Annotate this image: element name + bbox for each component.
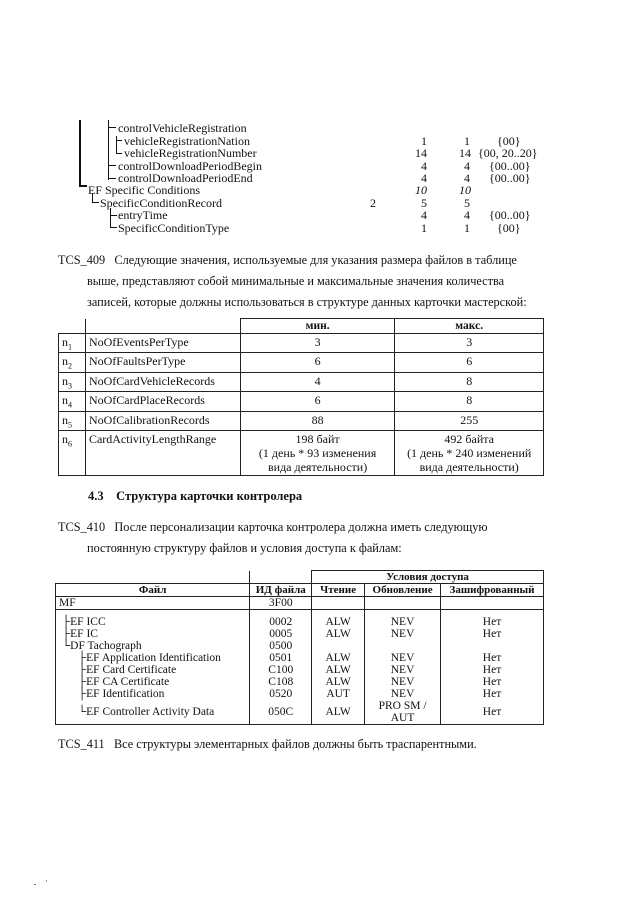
section-title: Структура карточки контролера <box>116 489 303 503</box>
update-cond: NEV <box>365 664 441 676</box>
encrypted-cond: Нет <box>441 676 544 688</box>
read-cond: ALW <box>312 610 365 629</box>
tcs409-line2: выше, представляют собой минимальные и максимальные значения количества <box>87 274 505 288</box>
read-cond <box>312 640 365 652</box>
tree-line <box>108 120 109 180</box>
encrypted-cond <box>441 640 544 652</box>
row-index: $n_2$ <box>59 353 86 372</box>
tree-col3: 10 <box>459 183 471 197</box>
tree-col2: 14 <box>415 146 427 160</box>
read-cond: AUT <box>312 688 365 700</box>
encrypted-cond: Нет <box>441 652 544 664</box>
table-row <box>56 700 544 725</box>
table-row <box>56 610 544 629</box>
tree-col2: 4 <box>421 208 427 222</box>
read-cond: ALW <box>312 652 365 664</box>
tree-label: vehicleRegistrationNation <box>124 134 250 148</box>
encrypted-cond: Нет <box>441 664 544 676</box>
tree-label: controlDownloadPeriodBegin <box>118 159 262 173</box>
tree-col2: 4 <box>421 159 427 173</box>
file-name: └EF Controller Activity Data <box>56 700 250 725</box>
scan-speck <box>46 880 47 882</box>
section-heading <box>88 489 302 504</box>
tree-line <box>110 227 117 228</box>
row-max: 8 <box>395 392 544 411</box>
row-min: 4 <box>240 372 395 391</box>
table-group-header-row <box>56 571 544 584</box>
file-id: 0520 <box>250 688 312 700</box>
tcs409-id: TCS_409 <box>58 253 106 267</box>
table-header-row <box>59 319 544 334</box>
row-name: NoOfEventsPerType <box>85 334 240 353</box>
row-min: 6 <box>240 353 395 372</box>
header-encrypted: Зашифрованный <box>441 584 544 597</box>
tcs409-paragraph <box>58 250 527 313</box>
file-id: 050C <box>250 700 312 725</box>
tree-col4: {00..00} <box>489 171 531 185</box>
tree-label: controlVehicleRegistration <box>118 121 247 135</box>
tree-label: SpecificConditionType <box>118 221 230 235</box>
encrypted-cond: Нет <box>441 688 544 700</box>
file-name: └DF Tachograph <box>56 640 250 652</box>
table-row <box>56 652 544 664</box>
row-max: 492 байта (1 день * 240 изменений вида деятельности) <box>395 430 544 475</box>
update-cond: PRO SM / AUT <box>365 700 441 725</box>
tree-col3: 14 <box>459 146 471 160</box>
table-row <box>59 372 544 391</box>
row-name: NoOfCalibrationRecords <box>85 411 240 430</box>
tree-line <box>116 136 117 154</box>
tree-line <box>110 215 117 216</box>
row-index: $n_3$ <box>59 372 86 391</box>
file-name: ├EF Card Certificate <box>56 664 250 676</box>
row-name: NoOfFaultsPerType <box>85 353 240 372</box>
table-row <box>56 688 544 700</box>
read-cond: ALW <box>312 676 365 688</box>
file-id: 0501 <box>250 652 312 664</box>
tcs410-id: TCS_410 <box>58 520 106 534</box>
tree-col3: 4 <box>464 208 470 222</box>
tree-line <box>110 208 111 228</box>
tcs411-id: TCS_411 <box>58 737 105 751</box>
header-file: Файл <box>56 584 250 597</box>
tree-col1: 2 <box>370 196 376 210</box>
table-row <box>56 676 544 688</box>
tree-col4: {00} <box>497 134 521 148</box>
header-update: Обновление <box>365 584 441 597</box>
scan-speck <box>34 884 36 885</box>
file-id: C100 <box>250 664 312 676</box>
update-cond: NEV <box>365 628 441 640</box>
header-max: макс. <box>395 319 544 334</box>
tree-label: EF Specific Conditions <box>88 183 200 197</box>
update-cond: NEV <box>365 610 441 629</box>
tcs411-paragraph <box>58 734 477 755</box>
tcs409-line3: записей, которые должны использоваться в структуре данных карточки мастерской: <box>87 295 527 309</box>
tree-line <box>79 185 87 187</box>
file-name: ├EF ICC <box>56 610 250 629</box>
row-index: $n_6$ <box>59 430 86 475</box>
tree-line <box>108 127 116 128</box>
encrypted-cond <box>441 597 544 610</box>
row-index: $n_1$ <box>59 334 86 353</box>
tree-col4: {00..00} <box>489 208 531 222</box>
tree-line <box>108 165 116 166</box>
header-read: Чтение <box>312 584 365 597</box>
update-cond <box>365 640 441 652</box>
read-cond: ALW <box>312 628 365 640</box>
update-cond <box>365 597 441 610</box>
read-cond: ALW <box>312 664 365 676</box>
tree-col2: 1 <box>421 134 427 148</box>
tree-label: entryTime <box>118 208 168 222</box>
tree-col3: 4 <box>464 159 470 173</box>
encrypted-cond: Нет <box>441 610 544 629</box>
file-name: ├EF Identification <box>56 688 250 700</box>
row-max: 6 <box>395 353 544 372</box>
encrypted-cond: Нет <box>441 628 544 640</box>
tcs410-line2: постоянную структуру файлов и условия доступа к файлам: <box>87 541 402 555</box>
row-min: 6 <box>240 392 395 411</box>
tree-line <box>79 120 81 186</box>
file-id: 0002 <box>250 610 312 629</box>
tree-col3: 5 <box>464 196 470 210</box>
tree-col2: 10 <box>415 183 427 197</box>
file-name: ├EF CA Certificate <box>56 676 250 688</box>
file-name: MF <box>56 597 250 610</box>
file-id: C108 <box>250 676 312 688</box>
tcs410-paragraph <box>58 517 488 559</box>
access-conditions-header: Условия доступа <box>312 571 544 584</box>
table-row <box>59 392 544 411</box>
file-id: 3F00 <box>250 597 312 610</box>
tree-col3: 1 <box>464 134 470 148</box>
tree-col2: 1 <box>421 221 427 235</box>
tree-col4: {00} <box>497 221 521 235</box>
row-min: 198 байт (1 день * 93 изменения вида деятельности) <box>240 430 395 475</box>
encrypted-cond: Нет <box>441 700 544 725</box>
file-name: ├EF IC <box>56 628 250 640</box>
tcs411-text: Все структуры элементарных файлов должны быть траспарентными. <box>113 737 477 751</box>
file-name: ├EF Application Identification <box>56 652 250 664</box>
row-max: 255 <box>395 411 544 430</box>
tree-col4: {00, 20..20} <box>478 146 538 160</box>
row-min: 3 <box>240 334 395 353</box>
tree-col3: 4 <box>464 171 470 185</box>
update-cond: NEV <box>365 676 441 688</box>
row-name: NoOfCardVehicleRecords <box>85 372 240 391</box>
table-row <box>59 430 544 475</box>
tree-col4: {00..00} <box>489 159 531 173</box>
update-cond: NEV <box>365 688 441 700</box>
table-row <box>56 664 544 676</box>
file-id: 0005 <box>250 628 312 640</box>
table-row <box>56 640 544 652</box>
row-max: 3 <box>395 334 544 353</box>
table-row <box>59 353 544 372</box>
row-index: $n_4$ <box>59 392 86 411</box>
tree-label: SpecificConditionRecord <box>100 196 222 210</box>
tree-col2: 4 <box>421 171 427 185</box>
tree-label: vehicleRegistrationNumber <box>124 146 257 160</box>
row-max: 8 <box>395 372 544 391</box>
table-row <box>59 411 544 430</box>
read-cond <box>312 597 365 610</box>
file-structure-table <box>55 570 544 725</box>
tree-line <box>116 140 122 141</box>
tree-line <box>116 153 122 154</box>
tree-label: controlDownloadPeriodEnd <box>118 171 253 185</box>
header-min: мин. <box>240 319 395 334</box>
row-name: NoOfCardPlaceRecords <box>85 392 240 411</box>
table-header-row <box>56 584 544 597</box>
header-file-id: ИД файла <box>250 584 312 597</box>
tree-line <box>108 178 116 179</box>
tree-col3: 1 <box>464 221 470 235</box>
row-min: 88 <box>240 411 395 430</box>
table-row <box>56 597 544 610</box>
row-name: CardActivityLengthRange <box>85 430 240 475</box>
update-cond: NEV <box>365 652 441 664</box>
row-index: $n_5$ <box>59 411 86 430</box>
file-id: 0500 <box>250 640 312 652</box>
table-row <box>56 628 544 640</box>
tcs409-line1: Следующие значения, используемые для указания размера файлов в таблице <box>114 253 517 267</box>
read-cond: ALW <box>312 700 365 725</box>
tcs410-line1: После персонализации карточка контролера должна иметь следующую <box>114 520 488 534</box>
card-record-sizes-table <box>58 318 544 476</box>
tree-col2: 5 <box>421 196 427 210</box>
tree-line <box>92 202 99 203</box>
table-row <box>59 334 544 353</box>
section-number: 4.3 <box>88 489 104 503</box>
